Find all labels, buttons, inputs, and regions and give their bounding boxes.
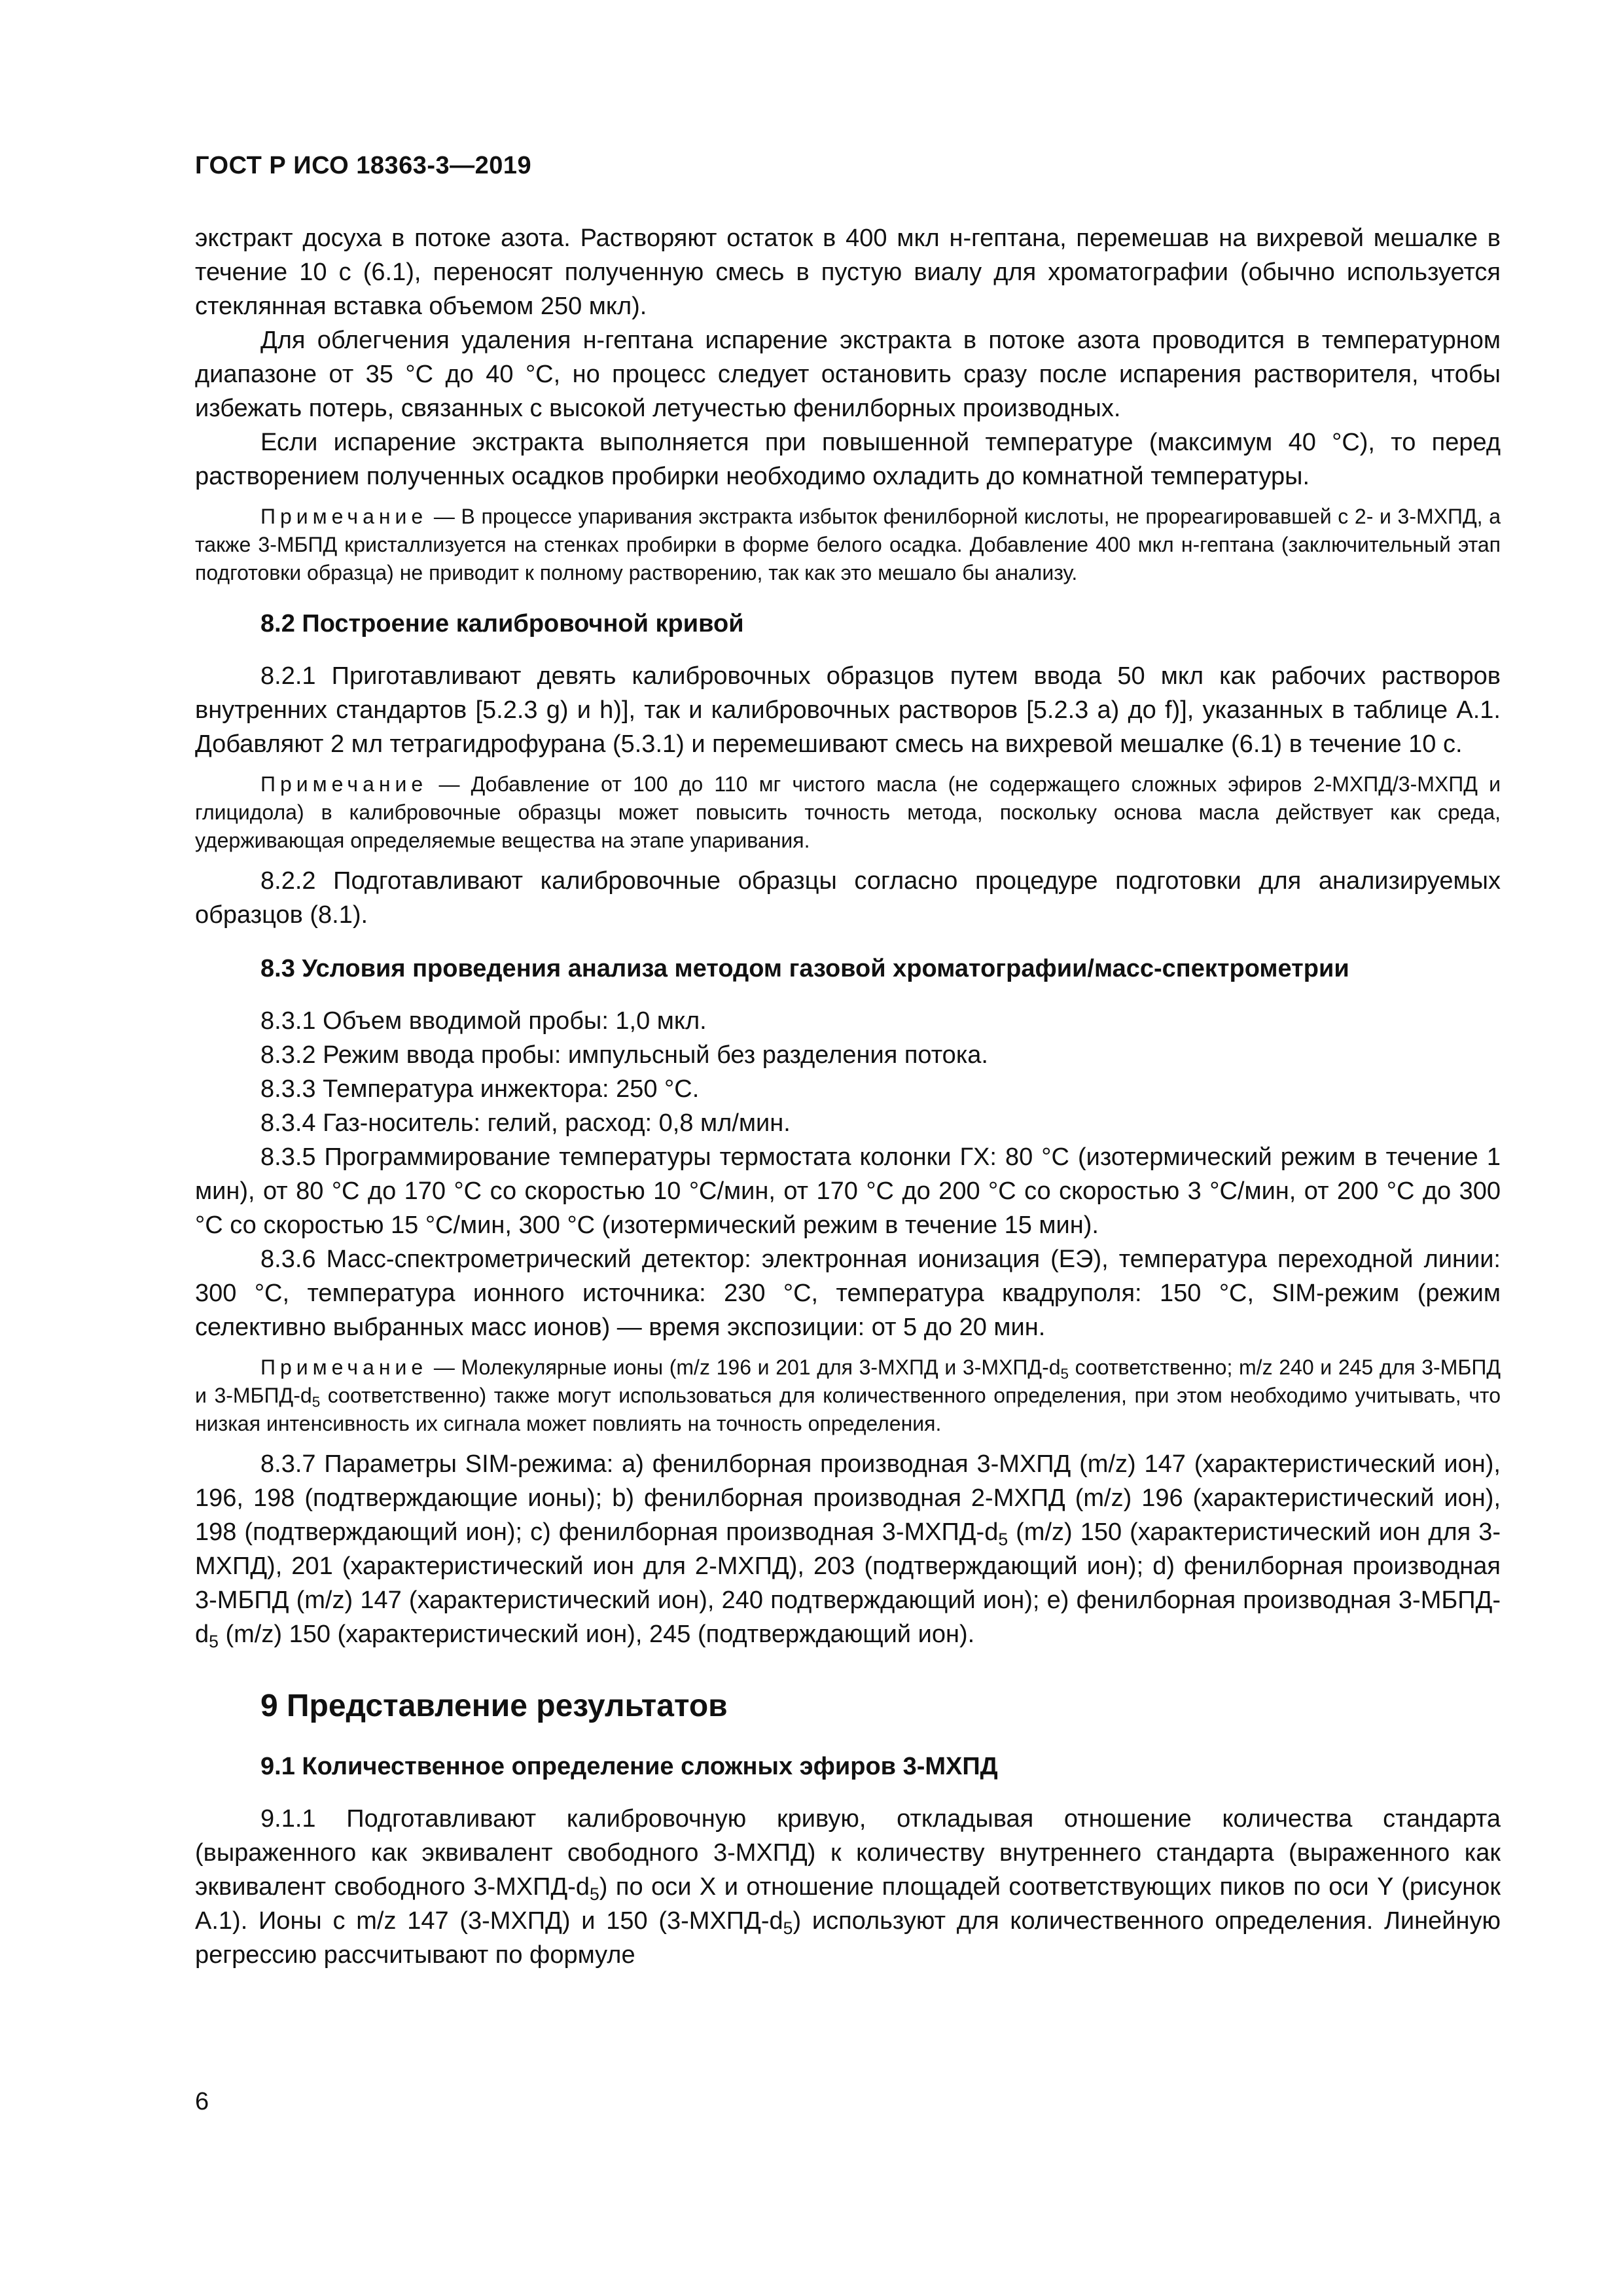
section-heading-8-3: 8.3 Условия проведения анализа методом газовой хроматографии/масс-спектрометрии xyxy=(260,955,1349,982)
subscript: 5 xyxy=(312,1393,321,1410)
note-text-part: — Молекулярные ионы (m/z 196 и 201 для 3-МХПД и 3-МХПД-d xyxy=(433,1355,1061,1379)
note-molecular-ions xyxy=(195,1354,1501,1438)
paragraph-elevated-temperature: Если испарение экстракта выполняется при повышенной температуре (максимум 40 °С), то перед растворением полученных осадков пробирки необходимо охладить до комнатной температуры. xyxy=(195,429,1501,490)
note-text-part: соответственно) также могут использоваться для количественного определения, при этом необходимо учитывать, что низкая интенсивность их сигнала может повлиять на точность определения. xyxy=(195,1384,1501,1435)
section-heading-9-1: 9.1 Количественное определение сложных эфиров 3-МХПД xyxy=(260,1753,998,1780)
paragraph-8-3-2: 8.3.2 Режим ввода пробы: импульсный без разделения потока. xyxy=(260,1041,988,1069)
note-text: — В процессе упаривания экстракта избыток фенилборной кислоты, не прореагировавшей с 2- и 3-МХПД, а также 3-МБПД кристаллизуется на стенках пробирки в форме белого осадка. Добавление 400 мкл н-гептана (заключительный этап подготовки образца) не приводит к полному растворению, так как это мешало бы анализу. xyxy=(195,505,1501,584)
note-label: Примечание xyxy=(260,1355,428,1379)
paragraph-8-3-3: 8.3.3 Температура инжектора: 250 °С. xyxy=(260,1075,700,1103)
paragraph-text-part: 9.1.1 Подготавливают калибровочную кривую, откладывая отношение количества стандарта (выраженного как эквивалент свободного 3-МХПД) к количеству внутреннего стандарта (выраженного как эквивалент свободного 3-МХПД-d xyxy=(195,1805,1501,1901)
subscript: 5 xyxy=(590,1884,599,1904)
paragraph-8-3-4: 8.3.4 Газ-носитель: гелий, расход: 0,8 мл/мин. xyxy=(260,1109,791,1137)
paragraph-text-part: (m/z) 150 (характеристический ион для 3-МХПД), 201 (характеристический ион для 2-МХПД), 203 (подтверждающий ион); d) фенилборная производная 3-МБПД (m/z) 147 (характеристический ион), 240 подтверждающий ион); е) фенилборная производная 3-МБПД-d xyxy=(195,1518,1501,1648)
page-body xyxy=(195,221,1501,1972)
paragraph-extract-drying: экстракт досуха в потоке азота. Растворяют остаток в 400 мкл н-гептана, перемешав на вихревой мешалке в течение 10 с (6.1), переносят полученную смесь в пустую виалу для хроматографии (обычно используется стеклянная вставка объемом 250 мкл). xyxy=(195,224,1501,320)
paragraph-8-2-2: 8.2.2 Подготавливают калибровочные образцы согласно процедуре подготовки для анализируемых образцов (8.1). xyxy=(195,867,1501,929)
page-number: 6 xyxy=(195,2088,209,2115)
section-heading-8-2: 8.2 Построение калибровочной кривой xyxy=(260,610,744,637)
paragraph-8-3-7 xyxy=(195,1447,1501,1651)
subscript: 5 xyxy=(783,1918,793,1938)
section-heading-9: 9 Представление результатов xyxy=(260,1689,728,1723)
paragraph-text-part: (m/z) 150 (характеристический ион), 245 (подтверждающий ион). xyxy=(218,1621,975,1648)
paragraph-heptane-removal: Для облегчения удаления н-гептана испарение экстракта в потоке азота проводится в температурном диапазоне от 35 °С до 40 °С, но процесс следует остановить сразу после испарения растворителя, чтобы избежать потерь, связанных с высокой летучестью фенилборных производных. xyxy=(195,327,1501,422)
note-text: — Добавление от 100 до 110 мг чистого масла (не содержащего сложных эфиров 2-МХПД/3-МХПД и глицидола) в калибровочные образцы может повысить точность метода, поскольку основа масла действует как среда, удерживающая определяемые вещества на этапе упаривания. xyxy=(195,772,1501,852)
note-crystallization xyxy=(195,503,1501,587)
subscript: 5 xyxy=(209,1631,219,1651)
paragraph-8-3-6: 8.3.6 Масс-спектрометрический детектор: электронная ионизация (ЕЭ), температура переходной линии: 300 °С, температура ионного источника: 230 °С, температура квадруполя: 150 °С, SIM-режим (режим селективно выбранных масс ионов) — время экспозиции: от 5 до 20 мин. xyxy=(195,1246,1501,1341)
paragraph-text-part: ) используют для количественного определения. Линейную регрессию рассчитывают по формуле xyxy=(195,1907,1501,1969)
note-oil-addition xyxy=(195,770,1501,855)
paragraph-8-3-5: 8.3.5 Программирование температуры термостата колонки ГХ: 80 °С (изотермический режим в течение 1 мин), от 80 °С до 170 °С со скоростью 10 °С/мин, от 170 °С до 200 °С со скоростью 3 °С/мин, от 200 °С до 300 °С со скоростью 15 °С/мин, 300 °С (изотермический режим в течение 15 мин). xyxy=(195,1143,1501,1239)
paragraph-8-2-1: 8.2.1 Приготавливают девять калибровочных образцов путем ввода 50 мкл как рабочих растворов внутренних стандартов [5.2.3 g) и h)], так и калибровочных растворов [5.2.3 а) до f)], указанных в таблице А.1. Добавляют 2 мл тетрагидрофурана (5.3.1) и перемешивают смесь на вихревой мешалке (6.1) в течение 10 с. xyxy=(195,662,1501,758)
subscript: 5 xyxy=(1060,1365,1069,1382)
paragraph-text-part: 8.3.7 Параметры SIM-режима: а) фенилборная производная 3-МХПД (m/z) 147 (характеристический ион), 196, 198 (подтверждающие ионы); b) фенилборная производная 2-МХПД (m/z) 196 (характеристический ион), 198 (подтверждающий ион); с) фенилборная производная 3-МХПД-d xyxy=(195,1450,1501,1546)
document-header: ГОСТ Р ИСО 18363-3—2019 xyxy=(195,152,532,179)
paragraph-text-part: ) по оси X и отношение площадей соответствующих пиков по оси Y (рисунок А.1). Ионы с m/z 147 (3-МХПД) и 150 (3-МХПД-d xyxy=(195,1873,1501,1935)
note-label: Примечание xyxy=(260,772,428,796)
paragraph-8-3-1: 8.3.1 Объем вводимой пробы: 1,0 мкл. xyxy=(260,1007,707,1035)
subscript: 5 xyxy=(998,1529,1008,1549)
note-text-part: соответственно; m/z 240 и 245 для 3-МБПД и 3-МБПД-d xyxy=(195,1355,1501,1407)
note-label: Примечание xyxy=(260,505,428,528)
paragraph-9-1-1 xyxy=(195,1802,1501,1972)
